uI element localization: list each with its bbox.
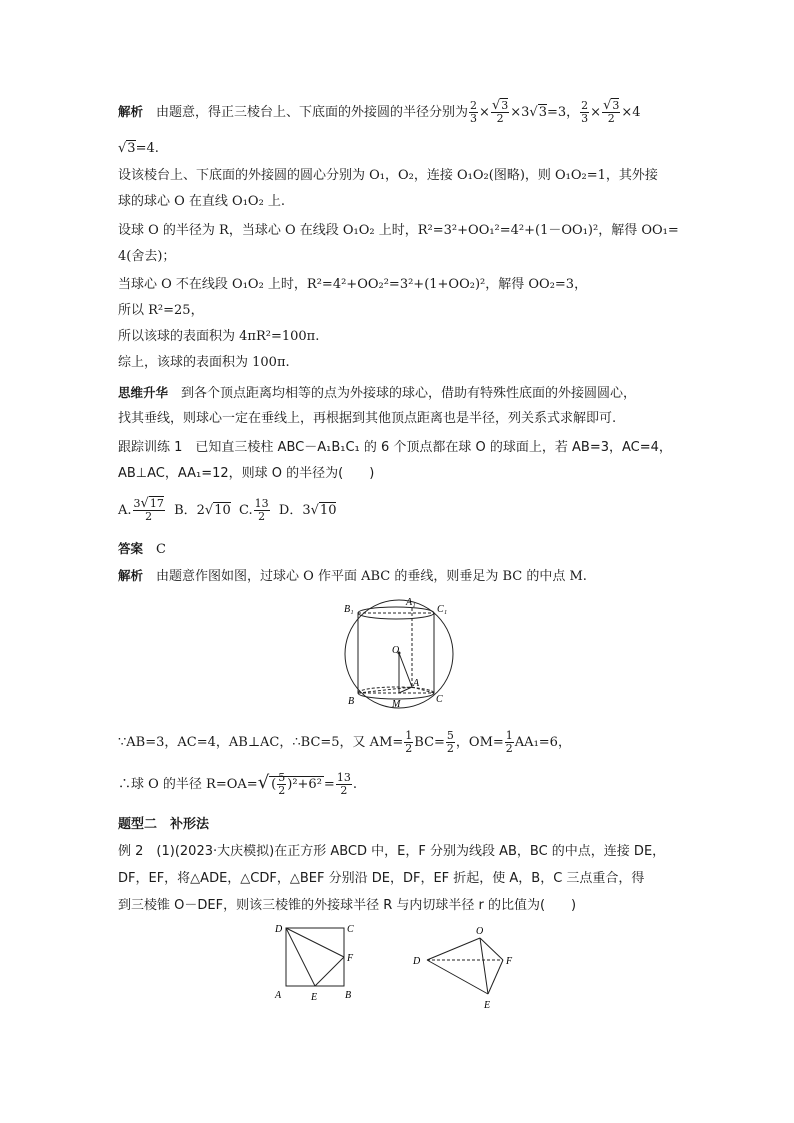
label-c: C	[347, 924, 354, 935]
solution1-line10: 综上，该球的表面积为 100π.	[118, 355, 290, 370]
label-a: A	[413, 678, 420, 689]
example2-line3: 到三棱锥 O－DEF，则该三棱锥的外接球半径 R 与内切球半径 r 的比值为( )	[118, 898, 577, 913]
solution2-line3: ∴球 O 的半径 R=OA=√ ( $\frac{5}{2}$ )²+6² = $\frac{13}{2}$ .	[118, 771, 357, 797]
label-d: D	[275, 924, 283, 935]
option-c: C. $\frac{13}{2}$	[239, 497, 269, 523]
solution1-line8: 所以 R²=25，	[118, 303, 204, 318]
section-title: 题型二 补形法	[118, 817, 210, 832]
tip-label: 思维升华	[118, 385, 169, 400]
solution1-line1: 解析 由题意，得正三棱台上、下底面的外接圆的半径分别为 $\frac{2}{3}$ × $\frac{√3}{2}$ ×3√3=3， $\frac{2}{3}$ × $\frac{√3}{2}$ ×4	[118, 98, 641, 125]
edge-b-a	[358, 687, 412, 693]
option-a: A. $\frac{3√17}{2}$	[118, 496, 164, 523]
option-d: D．3√10	[278, 503, 337, 518]
edge-d-o	[427, 938, 480, 960]
segment-o-a	[399, 653, 412, 687]
example2-line1: 例 2 (1)(2023·大庆模拟)在正方形 ABCD 中，E，F 分别为线段 AB，BC 的中点，连接 DE，	[118, 844, 666, 859]
edge-o-e	[480, 938, 488, 994]
solution1-line3: 设该棱台上、下底面的外接圆的圆心分别为 O₁，O₂，连接 O₁O₂(图略)，则 O₁O₂=1，其外接	[118, 168, 658, 183]
label-c: C	[436, 694, 443, 705]
solution1-line7: 当球心 O 不在线段 O₁O₂ 上时，R²=4²+OO₂²=3²+(1+OO₂)²，解得 OO₂=3，	[118, 277, 588, 292]
label-a: A	[275, 990, 282, 1001]
label-o: O	[392, 645, 400, 656]
label-b1: B₁	[344, 604, 354, 615]
label-o: O	[476, 926, 484, 937]
answer-line	[118, 540, 688, 559]
exercise-label: 跟踪训练 1	[118, 440, 183, 455]
label-d: D	[413, 956, 421, 967]
tip-line1: 思维升华 到各个顶点距离均相等的点为外接球的球心，借助有特殊性底面的外接圆圆心，	[118, 385, 637, 401]
edge-o-f	[480, 938, 503, 960]
label-b: B	[348, 696, 355, 707]
example-label: 例 2	[118, 844, 144, 859]
label-e: E	[311, 992, 318, 1003]
label-f: F	[347, 953, 354, 964]
label-e: E	[484, 1000, 491, 1011]
solution1-line6: 4(舍去)；	[118, 249, 176, 264]
label-b: B	[345, 990, 352, 1001]
option-b: B．2√10	[174, 503, 231, 518]
solution1-line5: 设球 O 的半径为 R，当球心 O 在线段 O₁O₂ 上时，R²=3²+OO₁²=4²+(1－OO₁)²，解得 OO₁=	[118, 223, 679, 238]
label-a1: A₁	[406, 597, 416, 608]
exercise1-line1: 跟踪训练 1 已知直三棱柱 ABC－A₁B₁C₁ 的 6 个顶点都在球 O 的球面上，若 AB=3，AC=4，	[118, 440, 672, 455]
fold-de	[286, 928, 315, 986]
example2-line2: DF，EF，将△ADE，△CDF，△BEF 分别沿 DE，DF，EF 折起，使 A，B，C 三点重合，得	[118, 871, 645, 886]
prism-in-sphere-figure	[336, 596, 462, 712]
square-fold-figure	[270, 920, 370, 1010]
tip-line2: 找其垂线，则球心一定在垂线上，再根据到其他顶点距离也是半径，列关系式求解即可.	[118, 411, 617, 426]
exercise1-options	[118, 498, 688, 523]
answer-label: 答案	[118, 541, 144, 556]
label-c1: C₁	[437, 604, 448, 615]
answer-value: C	[156, 542, 166, 557]
solution2-line1: 解析 由题意作图如图，过球心 O 作平面 ABC 的垂线，则垂足为 BC 的中点 M.	[118, 568, 587, 584]
solution1-line9: 所以该球的表面积为 4πR²=100π.	[118, 329, 320, 344]
fold-df	[286, 928, 344, 957]
edge-e-f	[488, 960, 503, 994]
solution-label: 解析	[118, 104, 144, 119]
exercise1-line2: AB⊥AC，AA₁=12，则球 O 的半径为( )	[118, 466, 375, 481]
edge-d-e	[427, 960, 488, 994]
solution2-line2: ∵AB=3，AC=4，AB⊥AC，∴BC=5，又 AM= $\frac{1}{2}$ BC= $\frac{5}{2}$ ，OM= $\frac{1}{2}$ AA₁=6，	[118, 729, 571, 755]
label-f: F	[506, 956, 513, 967]
solution1-line4: 球的球心 O 在直线 O₁O₂ 上.	[118, 194, 286, 209]
tetrahedron-figure	[405, 922, 525, 1014]
square-abcd	[286, 928, 344, 986]
solution2-label: 解析	[118, 568, 144, 583]
label-m: M	[392, 699, 401, 710]
fold-ef	[315, 957, 344, 986]
solution1-line2: √3=4.	[118, 141, 159, 156]
